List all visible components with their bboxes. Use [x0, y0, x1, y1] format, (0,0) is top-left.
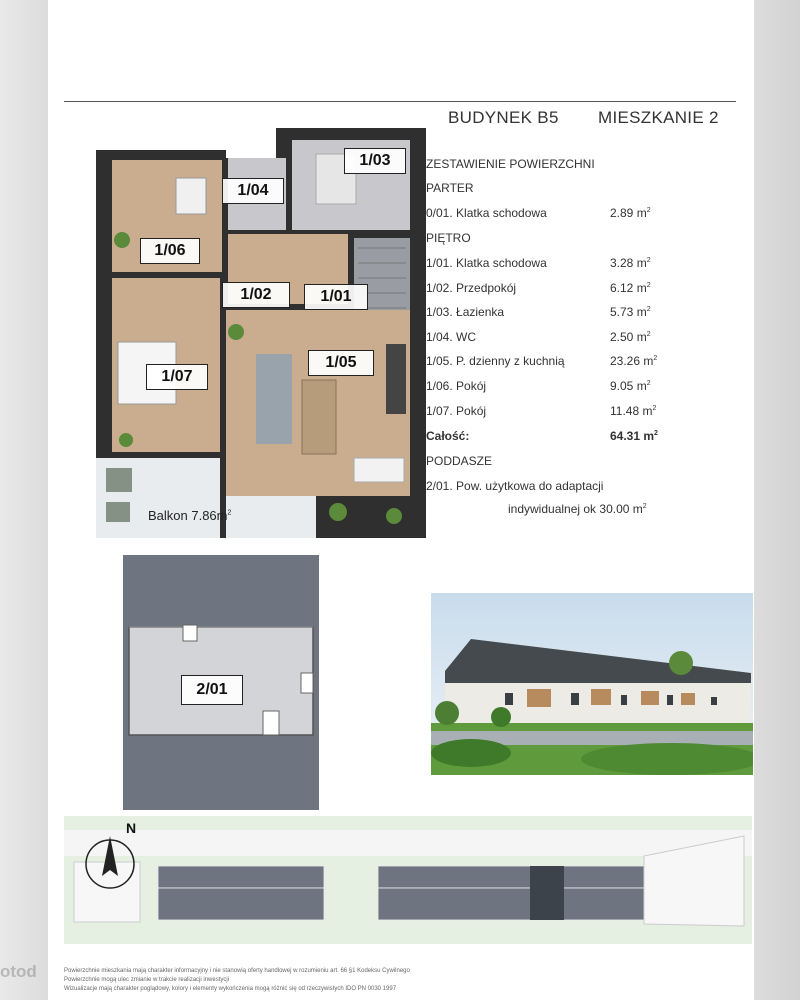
attic-line-1: 2/01. Pow. użytkowa do adaptacji [426, 479, 604, 493]
attic-line-2: indywidualnej ok 30.00 $m^2$ [508, 502, 647, 516]
apartment-title: MIESZKANIE 2 [598, 108, 719, 127]
area-row: 1/07. Pokój 11.48 $m^2$ [426, 403, 657, 418]
area-row: 1/04. WC 2.50 $m^2$ [426, 329, 651, 344]
total-label: Całość: [426, 429, 470, 443]
floor-plan [96, 128, 426, 538]
right-margin [754, 0, 800, 1000]
attic-plan [123, 555, 319, 810]
area-row-label: 1/01. Klatka schodowa [426, 256, 547, 270]
footnote-line: Wizualizacje mają charakter poglądowy, kolory i elementy wykończenia mogą różnić się od rzeczywistych IDO PN 0030 1997 [64, 986, 397, 992]
area-row-value: 11.48 m [610, 403, 653, 418]
balcony-label: Balkon $7.86m^2$ [148, 508, 232, 523]
room-label: 1/05 [308, 350, 374, 376]
building-visualization [431, 593, 753, 775]
watermark-text: otod [0, 962, 37, 981]
area-row-value: 5.73 m [610, 305, 647, 320]
area-row: 1/03. Łazienka 5.73 $m^2$ [426, 305, 651, 320]
area-row-label: 1/06. Pokój [426, 379, 487, 393]
room-label: 1/06 [140, 238, 200, 264]
area-row-value: 2.89 m [610, 206, 647, 220]
section-heading-poddasze: PODDASZE [426, 454, 493, 468]
area-row: 0/01. Klatka schodowa 2.89 $m^2$ [426, 206, 651, 220]
site-plan [64, 816, 752, 944]
room-label: 2/01 [181, 675, 243, 705]
room-label: 1/04 [222, 178, 284, 204]
area-row: 1/01. Klatka schodowa 3.28 $m^2$ [426, 256, 651, 270]
area-row-label: 1/02. Przedpokój [426, 280, 517, 295]
area-row: 1/06. Pokój 9.05 $m^2$ [426, 379, 651, 393]
site-plan-drawing [64, 816, 752, 944]
area-row-label: 1/07. Pokój [426, 403, 487, 418]
room-label: 1/01 [304, 284, 368, 310]
visualization-image [431, 593, 753, 775]
area-row-value: 23.26 m [610, 354, 654, 369]
area-row-value: 9.05 m [610, 379, 647, 393]
north-label: N [126, 820, 137, 836]
room-label: 1/02 [222, 282, 290, 308]
area-row-value: 6.12 m [610, 280, 647, 295]
total-value: 64.31 m [610, 429, 655, 443]
area-table-title: ZESTAWIENIE POWIERZCHNI [426, 157, 595, 171]
room-label: 1/03 [344, 148, 406, 174]
area-row-label: 0/01. Klatka schodowa [426, 206, 547, 220]
section-heading-parter: PARTER [426, 181, 474, 195]
footnote-line: Powierzchnie mieszkania mają charakter informacyjny i nie stanowią oferty handlowej w rozumieniu art. 66 §1 Kodeksu Cywilnego [64, 968, 410, 974]
room-label: 1/07 [146, 364, 208, 390]
area-row: 1/02. Przedpokój 6.12 $m^2$ [426, 280, 651, 295]
area-row-label: 1/05. P. dzienny z kuchnią [426, 354, 565, 369]
area-row-value: 3.28 m [610, 256, 647, 270]
left-margin [0, 0, 48, 1000]
area-row-label: 1/03. Łazienka [426, 305, 505, 320]
area-row-label: 1/04. WC [426, 329, 477, 344]
area-total: Całość: 64.31 $m^2$ [426, 429, 658, 443]
area-row-value: 2.50 m [610, 329, 647, 344]
header-rule [64, 101, 736, 102]
footnote-line: Powierzchnie mogą ulec zmianie w trakcie realizacji inwestycji [64, 977, 230, 983]
area-row: 1/05. P. dzienny z kuchnią 23.26 $m^2$ [426, 354, 658, 369]
building-title: BUDYNEK B5 [448, 108, 559, 127]
section-heading-pietro: PIĘTRO [426, 231, 471, 245]
